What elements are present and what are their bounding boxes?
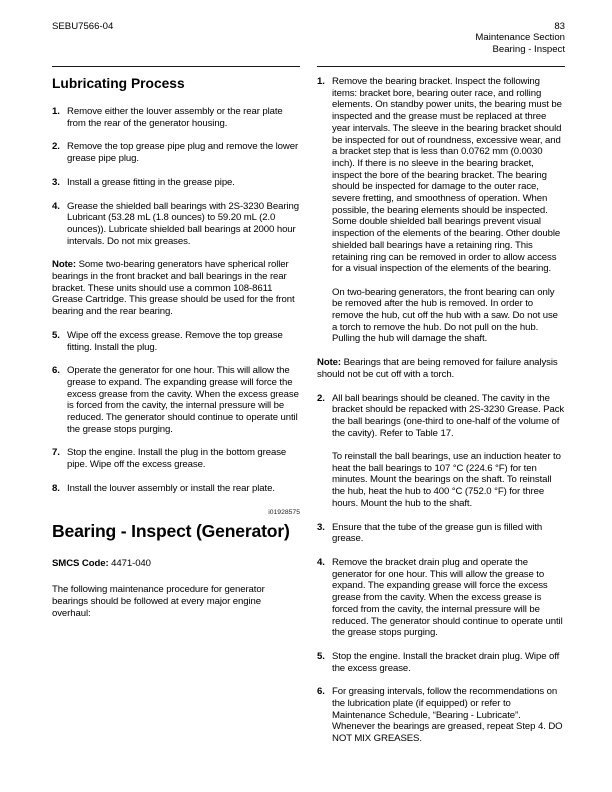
note-label: Note:: [317, 357, 342, 369]
step-body: [67, 483, 300, 495]
note-failure-analysis: [317, 357, 565, 380]
step-text: Wipe off the excess grease. Remove the top grease fitting. Install the plug.: [67, 329, 283, 353]
step-number: 2.: [317, 392, 325, 404]
section-title-lubricating-process: Lubricating Process: [52, 76, 185, 91]
smcs-label: SMCS Code:: [52, 557, 109, 569]
page-header: [52, 21, 565, 55]
step-text: Install the louver assembly or install the rear plate.: [67, 482, 275, 494]
step-left-6: [52, 365, 300, 435]
step-number: 6.: [317, 686, 325, 698]
step-number: 7.: [52, 447, 60, 459]
step-number: 4.: [317, 556, 325, 568]
step-text: Stop the engine. Install the bracket drain plug. Wipe off the excess grease.: [332, 650, 560, 674]
step-number: 8.: [52, 482, 60, 494]
note-two-bearing-generators: [52, 259, 300, 318]
step-number: 5.: [52, 329, 60, 341]
step-number: 1.: [317, 76, 325, 87]
step-number: 5.: [317, 650, 325, 662]
step-right-1: [317, 76, 565, 345]
right-column-rule: [317, 66, 565, 67]
step-number: 3.: [52, 176, 60, 188]
smcs-code-line: [52, 558, 300, 570]
step-number: 3.: [317, 521, 325, 533]
step-number: 6.: [52, 365, 60, 377]
step-body: [332, 393, 565, 510]
step-body: [67, 365, 300, 435]
step-number: 1.: [52, 106, 60, 117]
step-text: Install a grease fitting in the grease pipe.: [67, 176, 235, 188]
step-text: Operate the generator for one hour. This will allow the grease to expand. The expanding grease will force the excess grease from the cavity. When the excess grease is forced from the cavity, the internal pressure will be reduced. The generator should continue to operate until the grease stops purging.: [67, 365, 299, 435]
note-text: Some two-bearing generators have spherical roller bearings in the front bracket and ball bearings in the rear bracket. These units should use a common 108-8611 Grease Cartridge. This grease should be used for the front bearing and the rear bearing.: [52, 259, 295, 318]
step-text: All ball bearings should be cleaned. The cavity in the bracket should be repacked with 2S-3230 Grease. Pack the ball bearings (one-third to one-half of the volume of the cavity). Refer to Table 17.: [332, 392, 565, 439]
note-text: Bearings that are being removed for failure analysis should not be cut off with a torch.: [317, 357, 558, 380]
step-text: For greasing intervals, follow the recommendations on the lubrication plate (if equipped) or refer to Maintenance Schedule, “Bearing - Lubricate”. Whenever the bearings are greased, repeat Step 4. DO NOT MIX GREASES.: [332, 686, 563, 745]
step-right-3: [317, 522, 565, 545]
step-left-2: [52, 141, 300, 164]
note-label: Note:: [52, 259, 77, 271]
step-body: [332, 651, 565, 674]
right-column: [317, 66, 565, 757]
step-right-5: [317, 651, 565, 674]
step-left-4: [52, 201, 300, 248]
step-right-2: [317, 393, 565, 510]
step-body: [332, 76, 565, 345]
step-body: [67, 330, 300, 353]
step-text: Stop the engine. Install the plug in the bottom grease pipe. Wipe off the excess grease.: [67, 447, 287, 471]
step-text: Remove either the louver assembly or the rear plate from the rear of the generator housing.: [67, 106, 283, 129]
step-text: Grease the shielded ball bearings with 2S-3230 Bearing Lubricant (53.28 mL (1.8 ounces) to 59.20 mL (2.0 ounces)). Lubricate shielded ball bearings at 2000 hour intervals. Do not mix greases.: [67, 200, 299, 247]
step-text: Remove the bracket drain plug and operate the generator for one hour. This will allow the grease to expand. The expanding grease will force the excess grease from the cavity. When the excess grease is forced from the cavity, the internal pressure will be reduced. The generator should continue to operate until the grease stops purging.: [332, 556, 563, 639]
step-body: [67, 141, 300, 164]
step-body: [332, 686, 565, 745]
left-column: [52, 66, 300, 632]
step-body: [332, 557, 565, 639]
section-name: Maintenance Section: [475, 32, 565, 44]
step-body: [67, 447, 300, 470]
article-id: i01928575: [268, 508, 300, 516]
smcs-value: 4471-040: [111, 557, 151, 569]
step-left-3: [52, 177, 300, 189]
step-number: 2.: [52, 141, 60, 153]
step-left-8: [52, 483, 300, 495]
step-number: 4.: [52, 200, 60, 212]
step-body: [67, 177, 300, 189]
intro-paragraph: The following maintenance procedure for generator bearings should be followed at every major engine overhaul:: [52, 584, 265, 619]
article-title-bearing-inspect: Bearing - Inspect (Generator): [52, 521, 290, 542]
left-column-rule: [52, 66, 300, 67]
step-body: [67, 201, 300, 248]
page-number: 83: [554, 21, 565, 32]
step-left-1: [52, 106, 300, 129]
step-left-7: [52, 447, 300, 470]
subsection-name: Bearing - Inspect: [492, 43, 565, 55]
header-right-block: [475, 21, 565, 55]
step-right-6: [317, 686, 565, 745]
step-text: Ensure that the tube of the grease gun is filled with grease.: [332, 521, 543, 545]
step-right-4: [317, 557, 565, 639]
step-continuation: To reinstall the ball bearings, use an induction heater to heat the ball bearings to 107 °C (224.6 °F) for ten minutes. Mount the bearings on the shaft. To reinstall the hub, heat the hub to 400 °C (752.0 °F) for three hours. Mount the hub to the shaft.: [332, 451, 561, 509]
doc-code: SEBU7566-04: [52, 21, 114, 32]
step-body: [332, 522, 565, 545]
step-continuation: On two-bearing generators, the front bearing can only be removed after the hub is removed. In order to remove the hub, cut off the hub with a saw. Do not use a torch to remove the hub. Do not pull on the hub. Pulling the hub will damage the shaft.: [332, 286, 558, 345]
step-text: Remove the bearing bracket. Inspect the following items: bracket bore, bearing outer race, and rolling elements. On standby power units, the bearing must be inspected and the grease must be replaced at three year intervals. The sleeve in the bearing bracket should be inspected for out of roundness, excessive wear, and a bracket step that is less than 0.0762 mm (0.0030 inch). If there is no sleeve in the bearing bracket, inspect the bore of the bearing bracket. The bearing should be inspected for damage to the outer race, severe fretting, and smoothness of operation. When possible, the bearing elements should be inspected. Some double shielded ball bearings prevent visual inspection of the elements of the bearing. Other double shielded ball bearings have a retaining ring. This retaining ring can be removed in order to allow access for a visual inspection of the elements of the bearing.: [332, 76, 562, 275]
step-left-5: [52, 330, 300, 353]
step-text: Remove the top grease pipe plug and remove the lower grease pipe plug.: [67, 141, 299, 165]
step-body: [67, 106, 300, 129]
